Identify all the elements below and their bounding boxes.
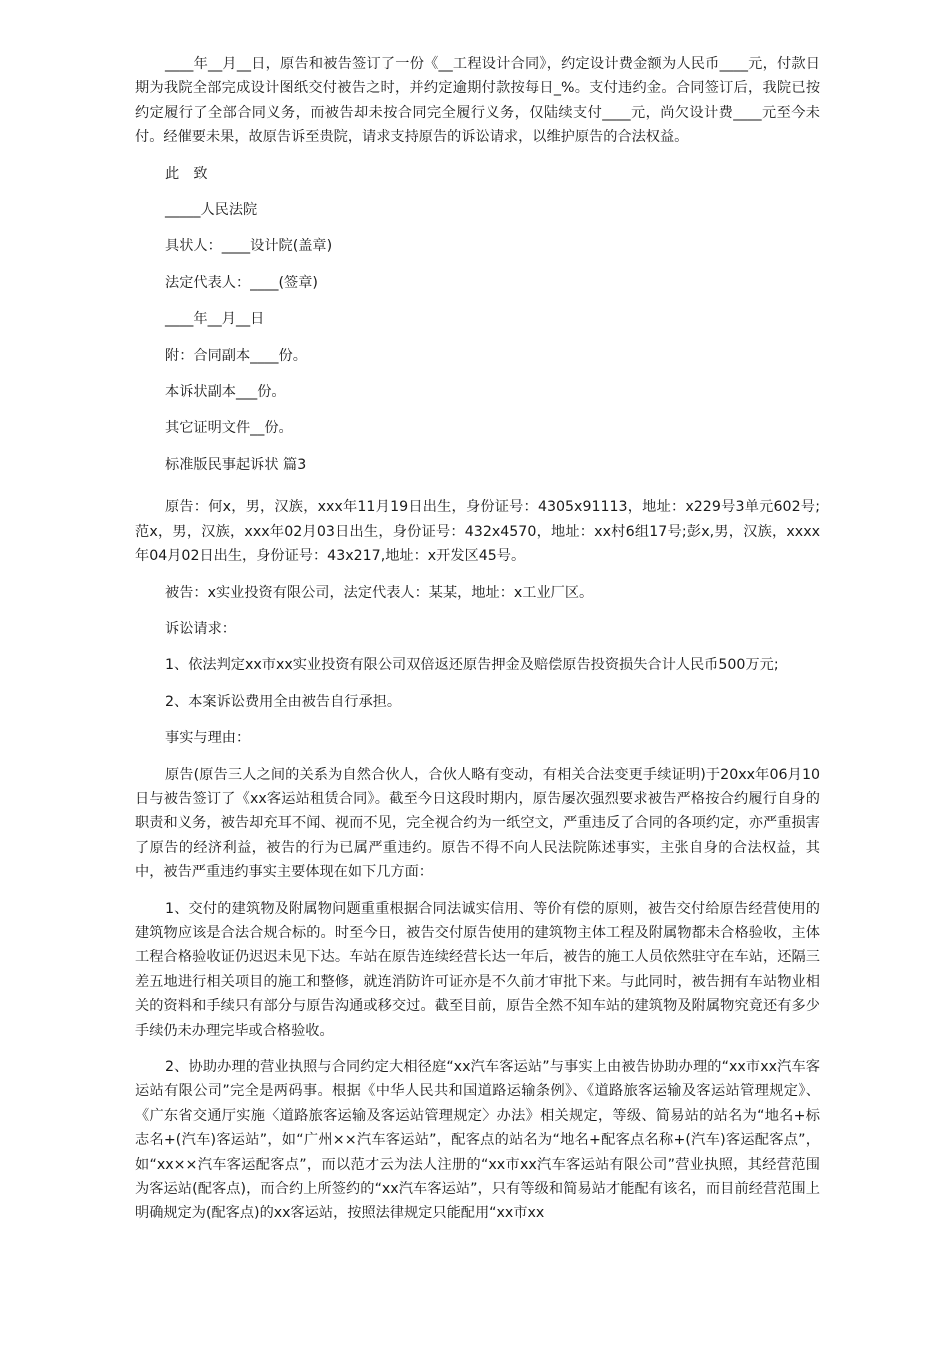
- paragraph-facts-intro: 原告(原告三人之间的关系为自然合伙人，合伙人略有变动，有相关合法变更手续证明)于20xx年06月10日与被告签订了《xx客运站租赁合同》。截至今日这段时期内，原告屡次强烈要求被告严格按合约履行自身的职责和义务，被告却充耳不闻、视而不见，完全视合约为一纸空文，严重违反了合同的各项约定，亦严重损害了原告的经济利益，被告的行为已属严重违约。原告不得不向人民法院陈述事实，主张自身的合法权益，其中，被告严重违约事实主要体现在如下几方面：: [135, 766, 820, 881]
- document-page: [135, 52, 820, 1238]
- paragraph-fact-2: 2、协助办理的营业执照与合同约定大相径庭“xx汽车客运站”与事实上由被告协助办理的“xx市xx汽车客运站有限公司”完全是两码事。根据《中华人民共和国道路运输条例》、《道路旅客运输及客运站管理规定》、《广东省交通厅实施〈道路旅客运输及客运站管理规定〉办法》相关规定，等级、简易站的站名为“地名+标志名+(汽车)客运站”，如“广州××汽车客运站”，配客点的站名为“地名+配客点名称+(汽车)客运配客点”，如“xx××汽车客运配客点”，而以范才云为法人注册的“xx市xx汽车客运站有限公司”营业执照，其经营范围为客运站(配客点)，而合约上所签约的“xx汽车客运站”，只有等级和简易站才能配有该名，而目前经营范围上明确规定为(配客点)的xx客运站，按照法律规定只能配用“xx市xx: [135, 1059, 820, 1222]
- paragraph-defendant: 被告：x实业投资有限公司，法定代表人：某某，地址：x工业厂区。: [165, 584, 594, 601]
- paragraph-plaintiffs: 原告：何x，男，汉族，xxx年11月19日出生，身份证号：4305x91113，地址：x229号3单元602号;范x，男，汉族，xxx年02月03日出生，身份证号：432x4570，地址：xx村6组17号;彭x,男，汉族，xxxx年04月02日出生，身份证号：43x217,地址：x开发区45号。: [135, 499, 820, 565]
- claim-item-1: 1、依法判定xx市xx实业投资有限公司双倍返还原告押金及赔偿原告投资损失合计人民币500万元;: [165, 657, 779, 674]
- attachment-complaint-copy: 本诉状副本___份。: [165, 384, 286, 401]
- paragraph-fact-1: 1、交付的建筑物及附属物问题重重根据合同法诚实信用、等价有偿的原则，被告交付给原告经营使用的建筑物应该是合法合规合标的。时至今日，被告交付原告使用的建筑物主体工程及附属物都未合格验收，主体工程合格验收证仍迟迟未见下达。车站在原告连续经营长达一年后，被告的施工人员依然驻守在车站，还隔三差五地进行相关项目的施工和整修，就连消防许可证亦是不久前才审批下来。与此同时，被告拥有车站物业相关的资料和手续只有部分与原告沟通或移交过。截至目前，原告全然不知车站的建筑物及附属物究竟还有多少手续仍未办理完毕或合格验收。: [135, 900, 820, 1039]
- attachment-other-evidence: 其它证明文件__份。: [165, 420, 293, 437]
- section-title: 标准版民事起诉状 篇3: [165, 456, 307, 473]
- attachment-contract-copy: 附：合同副本____份。: [165, 347, 307, 364]
- court-name: _____人民法院: [165, 202, 258, 219]
- claim-item-2: 2、本案诉讼费用全由被告自行承担。: [165, 693, 402, 710]
- plaintiff-signature: 具状人：____设计院(盖章): [165, 238, 333, 255]
- paragraph-contract-background: ____年__月__日，原告和被告签订了一份《__工程设计合同》，约定设计费金额为人民币____元，付款日期为我院全部完成设计图纸交付被告之时，并约定逾期付款按每日_%。支付违约金。合同签订后，我院已按约定履行了全部合同义务，而被告却未按合同完全履行义务，仅陆续支付____元，尚欠设计费____元至今未付。经催要未果，故原告诉至贵院，请求支持原告的诉讼请求，以维护原告的合法权益。: [135, 56, 821, 146]
- date-line: ____年__月__日: [165, 311, 265, 328]
- representative-signature: 法定代表人：____(签章): [165, 274, 318, 291]
- salutation: 此 致: [165, 165, 208, 182]
- claims-title: 诉讼请求：: [165, 620, 236, 637]
- facts-title: 事实与理由：: [165, 730, 251, 747]
